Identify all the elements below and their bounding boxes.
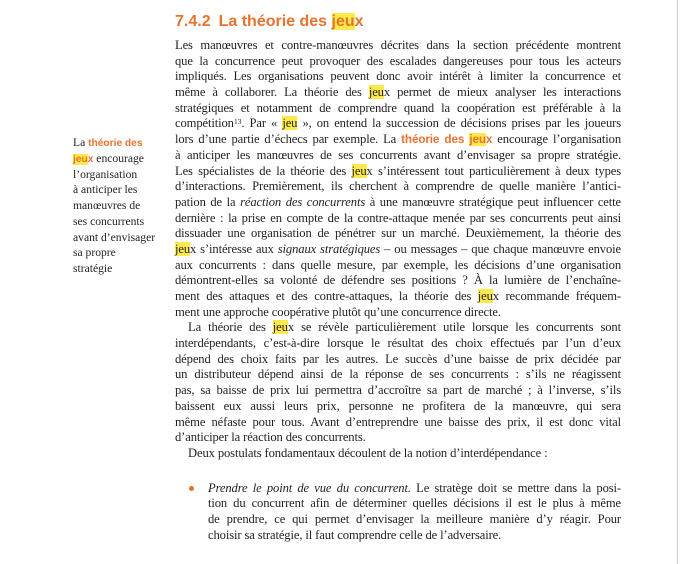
highlighted-match: jeu [368,85,384,100]
body-text-line [175,195,621,211]
key-term: x [485,133,493,147]
text-run: x permet de mieux analyser les interactions [383,85,621,100]
body-text-line [175,336,621,352]
body-text-line [175,101,621,117]
text-run: Les spécialistes de la théorie des [175,163,352,178]
text-run: à une manœuvre stratégique peut influencer cette [365,194,621,209]
highlighted-match: jeu [73,153,88,165]
text-run: x s’intéresse aux [190,241,278,256]
text-run: l’organisation [73,167,138,181]
text-run: Deux postulats fondamentaux découlent de la notion d’interdépendance : [188,445,548,460]
text-run: ment une approche coopérative plutôt qu’une concurrence directe. [175,304,501,319]
text-run: Les manœuvres et contre-manœuvres décrites dans la section précédente montrent [175,38,621,52]
body-text-line [175,54,621,70]
margin-note-line [73,182,168,198]
body-text-line [175,289,621,305]
text-run: sa propre [73,246,116,260]
key-term: théorie des [401,133,470,147]
body-text-line [175,258,621,274]
body-text-line [175,164,621,180]
body-text-line [175,69,621,85]
text-run: x se révèle particulièrement utile lorsque les concurrents sont [287,320,621,335]
body-text-line [175,179,621,195]
paragraph [175,446,621,462]
body-text-line [175,446,621,462]
body-text-line [175,415,621,431]
text-run: lors d’une partie d’échecs par exemple. La [175,132,402,147]
highlighted-match: jeu [351,163,367,178]
margin-note-line [73,167,168,183]
highlighted-match: jeu [175,241,191,256]
italic-text: réaction des concurrents [240,194,366,209]
body-text [175,38,621,543]
bullet-text-line [208,528,621,544]
section-number: 7.4.2 [175,13,211,30]
text-run: stratégie [73,262,113,275]
text-run: interdépendants, c’est-à-dire lorsque le résultat des choix effectués par l’un d’eux [175,336,621,351]
paragraph [175,320,621,446]
body-text-line [175,242,621,258]
text-run: La [73,136,89,149]
margin-note [73,135,168,277]
text-run: Le stratège doit se mettre dans la posi- [410,480,621,495]
text-run: d’interactions. Premièrement, ils cherchent à comprendre de quelle manière l’antici- [175,179,621,194]
text-run: même néfaste pour tous. Avant d’entreprendre une baisse des prix, il est donc vital [175,414,621,429]
bullet-icon [189,486,194,491]
section-title [219,13,364,30]
margin-note-line [73,135,168,151]
body-text-line [175,399,621,415]
body-text-line [175,352,621,368]
text-run: La théorie des [218,13,332,30]
text-run: x [354,13,364,30]
body-text-line [175,305,621,321]
margin-note-line [73,214,168,230]
key-term: x [87,153,94,165]
body-text-line [175,226,621,242]
body-text-line [175,211,621,227]
bullet-text [208,481,621,544]
text-run: dépend des choix faits par les autres. Le succès d’une baisse de prix décidée par [175,351,621,366]
body-text-line [175,85,621,101]
bullet-text-line [208,512,621,528]
text-run: », on entend la succession de décisions prises par les joueurs [297,116,621,131]
text-run: choisir sa stratégie, il faut comprendre celle de l’adversaire. [208,527,502,542]
body-text-line [175,148,621,164]
text-run: à anticiper les manœuvres de ses concurrents avant d’envisager sa propre stratégie. [175,147,621,162]
text-run: d’anticiper la réaction des concurrents. [175,430,366,445]
text-run: même à collaborer. La théorie des [175,85,369,100]
text-run: stratégiques et notamment de comprendre quand la coopération est préférable à la [175,100,621,115]
text-run: ment des attaques et des contre-attaques, la théorie des [175,289,478,303]
margin-note-line [73,198,168,214]
text-run: que la concurrence peut provoquer des escalades dangereuses pour tous les acteurs [175,53,621,68]
text-run: baissent eux aussi leurs prix, personne ne profitera de la manœuvre, qui sera [175,398,621,413]
bullet-item [175,481,621,544]
bullet-list [175,481,621,544]
margin-note-line [73,245,168,261]
highlighted-match: jeu [477,289,493,303]
body-text-line [175,38,621,54]
text-run: un distributeur dépend ainsi de la réponse de ses concurrents : s’ils ne réagissent [175,367,621,382]
bullet-text-line [208,481,621,497]
text-run: impliqués. Les organisations peuvent donc avoir intérêt à limiter la concurrence et [175,69,621,84]
body-text-line [175,430,621,446]
bullet-text-line [208,496,621,512]
text-run: aux concurrents : dans quelle mesure, par exemple, les décisions d’une organisation [175,257,621,272]
text-run: pation de la [175,194,241,209]
key-term: théorie des [88,138,143,149]
text-run: encourage [93,151,144,165]
body-text-line [175,273,621,289]
italic-text: Prendre le point de vue du concurrent. [208,480,411,495]
text-run: – ou messages – que chaque manœuvre envoie [380,241,621,256]
section-heading [175,12,364,32]
text-run: . Par « [241,116,283,131]
body-text-line [175,320,621,336]
body-text-line [175,383,621,399]
text-run: x recommande fréquem- [492,289,621,303]
text-run: manœuvres de [73,199,141,212]
body-text-line [175,132,621,148]
text-run: avant d’envisager [73,230,156,244]
highlighted-match: jeu [331,13,355,30]
margin-note-line [73,261,168,277]
text-run: ses concurrents [73,214,145,228]
text-run: encourage l’organisation [492,132,621,147]
text-run: démontrent-elles sa volonté de défendre ses positions ? À la lumière de l’enchaîne- [175,273,621,288]
footnote-reference: 13 [233,117,242,127]
paragraph [175,38,621,320]
margin-note-line [73,230,168,246]
body-text-line [175,116,621,132]
highlighted-match: jeu [282,116,298,131]
text-run: dernière : la prise en compte de la contre-attaque menée par ses concurrents peut ainsi [175,210,621,225]
text-run: de prendre, ce qui permet d’envisager la meilleure manière d’y réagir. Pour [208,511,621,526]
text-run: La théorie des [188,320,273,335]
page-edge-rule [677,0,678,564]
body-text-line [175,367,621,383]
text-run: x s’intéressent tout particulièrement à deux types [366,163,621,178]
highlighted-match: jeu [272,320,288,335]
highlighted-match: jeu [469,133,486,147]
text-run: tion du concurrent afin de déterminer quelles décisions il est le plus à même [208,496,621,511]
margin-note-line [73,151,168,167]
text-run: dissuader une organisation de pénétrer sur un marché. Deuxièmement, la théorie des [175,226,621,241]
text-run: compétition [175,116,234,131]
text-run: pas, sa baisse de prix lui permettra d’accroître sa part de marché ; à l’inverse, s’ils [175,383,621,398]
text-run: à anticiper les [73,183,138,197]
italic-text: signaux stratégiques [277,241,381,256]
